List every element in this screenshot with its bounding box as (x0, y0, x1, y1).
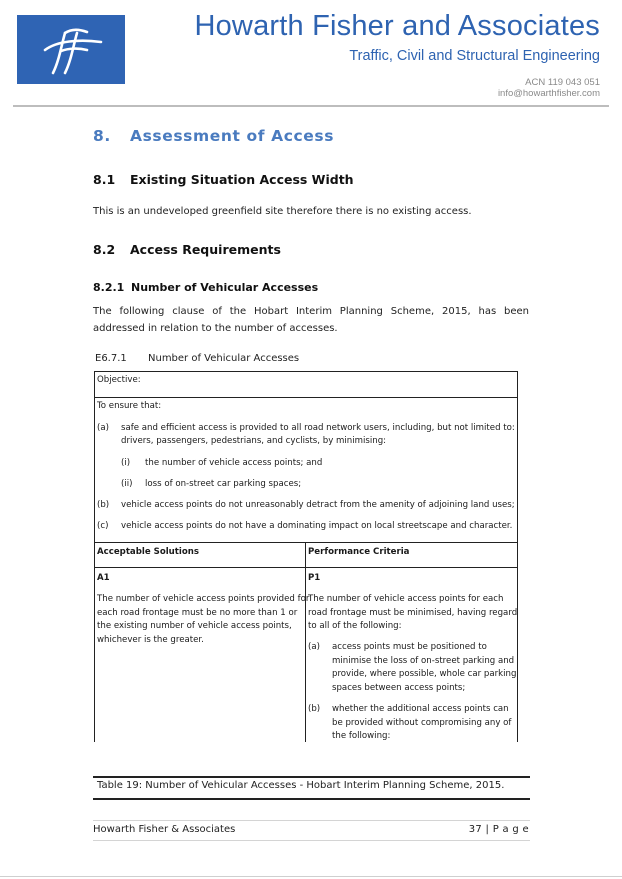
company-tagline: Traffic, Civil and Structural Engineering (349, 48, 600, 64)
a1-label: A1 (97, 573, 110, 583)
table-row-divider (94, 397, 518, 398)
objective-label: Objective: (97, 375, 141, 385)
page-number: 37 | P a g e (468, 824, 529, 835)
p1-item-text-line: be provided without compromising any of (332, 717, 512, 728)
objective-item-text: vehicle access points do not have a dominating impact on local streetscape and character. (121, 521, 513, 531)
objective-item-label: (c) (97, 521, 109, 531)
footer-company: Howarth Fisher & Associates (93, 824, 236, 835)
section-heading-8-1 (93, 172, 354, 187)
p1-item-text-line: whether the additional access points can (332, 704, 509, 714)
company-logo (17, 15, 125, 84)
footer-rule-top (93, 820, 530, 821)
section-8-1-body: This is an undeveloped greenfield site therefore there is no existing access. (93, 206, 472, 217)
column-header-performance-criteria: Performance Criteria (308, 547, 410, 557)
clause-number: E6.7.1 (95, 353, 127, 364)
section-title: Number of Vehicular Accesses (131, 281, 319, 294)
section-title: Existing Situation Access Width (130, 172, 354, 187)
objective-item-text: drivers, passengers, pedestrians, and cyclists, by minimising: (121, 436, 387, 446)
section-number: 8.2 (93, 242, 116, 257)
p1-item-text-line: minimise the loss of on-street parking and (332, 655, 515, 666)
section-number: 8.1 (93, 172, 116, 187)
section-title: Assessment of Access (130, 127, 335, 145)
p1-item-text-line: the following: (332, 731, 391, 741)
a1-text-line: each road frontage must be no more than 1 or (97, 607, 298, 618)
page-bottom-edge (0, 876, 622, 877)
p1-text-line: road frontage must be minimised, having regard (308, 607, 518, 618)
company-acn: ACN 119 043 051 (525, 77, 600, 88)
a1-text-line: The number of vehicle access points provided for (97, 594, 310, 604)
section-number: 8. (93, 127, 111, 145)
footer-rule-bottom (93, 840, 530, 841)
table-column-divider (305, 542, 306, 742)
objective-subitem-text: loss of on-street car parking spaces; (145, 479, 302, 489)
table-row-divider (94, 542, 518, 543)
p1-item-label: (a) (308, 642, 320, 652)
section-8-2-1-body: The following clause of the Hobart Interim Planning Scheme, 2015, has been addressed in relation to the number of accesses. (93, 306, 529, 334)
objective-item-label: (b) (97, 500, 110, 510)
table-border-top (94, 371, 518, 372)
p1-label: P1 (308, 573, 321, 583)
section-heading-8-2-1 (93, 281, 318, 294)
clause-table (94, 371, 518, 742)
table-border-left (94, 371, 95, 742)
company-name: Howarth Fisher and Associates (194, 10, 600, 42)
section-title: Access Requirements (130, 242, 281, 257)
p1-item-text-line: provide, where possible, whole car parking (332, 669, 517, 679)
header-divider (13, 105, 609, 107)
p1-text-line: to all of the following: (308, 621, 402, 631)
objective-item-text: vehicle access points do not unreasonably detract from the amenity of adjoining land uses; (121, 500, 515, 510)
a1-text-line: whichever is the greater. (97, 634, 204, 645)
company-email: info@howarthfisher.com (497, 88, 600, 99)
objective-item-text: safe and efficient access is provided to all road network users, including, but not limited to: (121, 423, 515, 433)
caption-rule-top (93, 776, 530, 778)
objective-item-label: (a) (97, 423, 109, 433)
objective-subitem-text: the number of vehicle access points; and (145, 458, 323, 468)
a1-text-line: the existing number of vehicle access points, (97, 621, 292, 631)
section-heading-8-2 (93, 242, 281, 257)
clause-title: Number of Vehicular Accesses (148, 353, 300, 364)
hf-monogram-icon (17, 15, 125, 84)
ensure-label: To ensure that: (97, 401, 162, 411)
caption-rule-bottom (93, 798, 530, 800)
objective-subitem-label: (ii) (121, 479, 133, 489)
table-border-right (517, 371, 518, 742)
p1-item-label: (b) (308, 704, 321, 714)
clause-label (95, 353, 299, 364)
p1-item-text-line: spaces between access points; (332, 682, 466, 693)
column-header-acceptable-solutions: Acceptable Solutions (97, 547, 199, 557)
section-number: 8.2.1 (93, 281, 125, 294)
table-row-divider (94, 567, 518, 568)
section-heading-8 (93, 127, 334, 145)
objective-subitem-label: (i) (121, 458, 131, 468)
p1-text-line: The number of vehicle access points for each (308, 594, 504, 604)
p1-item-text-line: access points must be positioned to (332, 642, 487, 652)
table-caption: Table 19: Number of Vehicular Accesses - Hobart Interim Planning Scheme, 2015. (97, 780, 505, 791)
